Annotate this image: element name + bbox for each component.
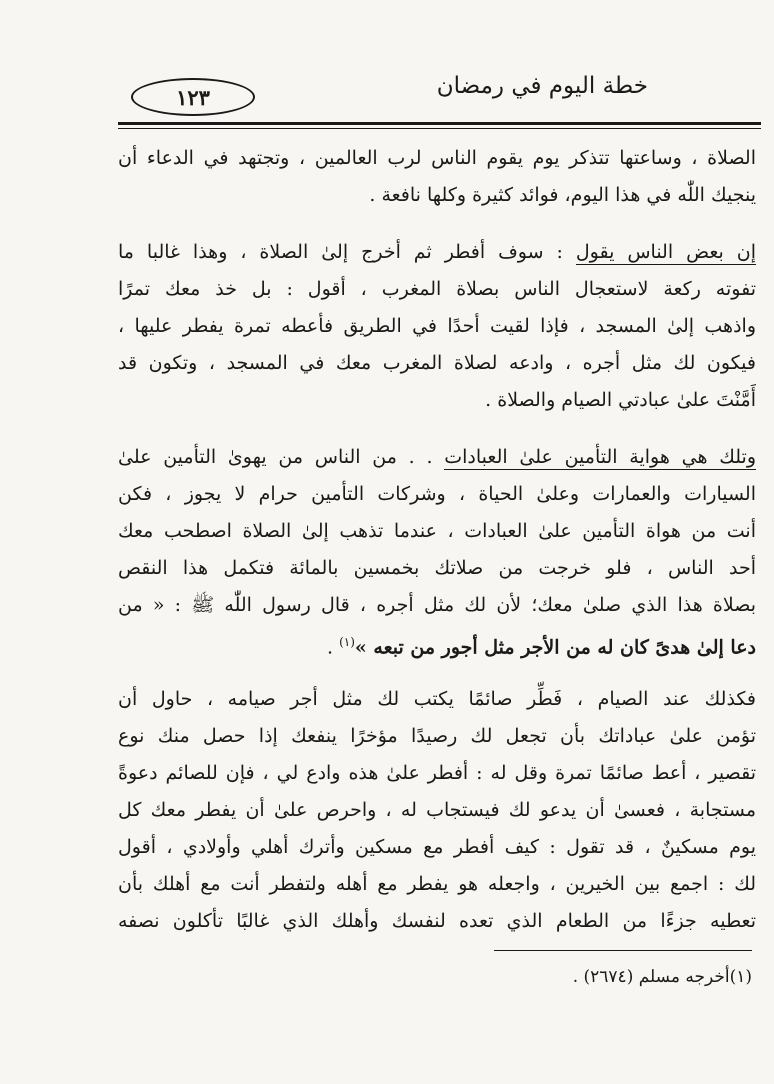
underlined-lead: وتلك هي هواية التأمين علىٰ العبادات [444, 446, 756, 468]
text-line [118, 439, 756, 476]
text-span: . [327, 636, 340, 659]
text-line: تفوته ركعة لاستعجال الناس بصلاة المغرب ، أقول : بل خذ معك تمرًا [118, 278, 756, 300]
hadith-text: دعا إلىٰ هدىً كان له من الأجر مثل أجور من تبعه » [354, 636, 756, 659]
page-number-frame [131, 78, 255, 116]
text-span: : سوف أفطر ثم أخرج إلىٰ الصلاة ، وهذا غالبا ما [118, 241, 563, 263]
underlined-lead: إن بعض الناس يقول [575, 241, 756, 263]
text-line: ينجيك اللّٰه في هذا اليوم، فوائد كثيرة وكلها نافعة . [369, 184, 756, 206]
text-line: أحد الناس ، فلو خرجت من صلاتك بخمسين بالمائة فتكمل هذا النقص [118, 557, 756, 579]
text-line: فيكون لك مثل أجره ، وادعه لصلاة المغرب معك في المسجد ، وتكون قد [118, 352, 756, 374]
text-line: بصلاة هذا الذي صلىٰ معك؛ لأن لك مثل أجره ، قال رسول اللّٰه ﷺ : « من [118, 594, 756, 616]
text-line: أَمَّنْتَ علىٰ عبادتي الصيام والصلاة . [485, 389, 756, 411]
running-title: خطة اليوم في رمضان [436, 73, 648, 99]
page-number: ١٢٣ [176, 84, 210, 110]
text-span: . . من الناس من يهوىٰ التأمين علىٰ [118, 446, 433, 468]
text-line: السيارات والعمارات وعلىٰ الحياة ، وشركات التأمين حرام لا يجوز ، فكن [118, 483, 756, 505]
footnote-marker: (١) [729, 967, 752, 987]
text-line: الصلاة ، وساعتها تتذكر يوم يقوم الناس لرب العالمين ، وتجتهد في الدعاء أن [118, 147, 756, 169]
text-line: فكذلك عند الصيام ، فَطِّر صائمًا يكتب لك مثل أجر صيامه ، حاول أن [118, 688, 756, 710]
text-line: تؤمن علىٰ عباداتك بأن تجعل لك رصيدًا مؤخرًا ينفعك إذا حصل منك نوع [118, 725, 756, 747]
hadith-line [118, 624, 756, 661]
text-line: واذهب إلىٰ المسجد ، فإذا لقيت أحدًا في الطريق فأعطه تمرة يفطر عليها ، [118, 315, 756, 337]
paragraph-2 [118, 234, 756, 419]
text-line: أنت من هواة التأمين علىٰ العبادات ، عندما تذهب إلىٰ الصلاة اصطحب معك [118, 520, 756, 542]
header-rule-thick [118, 122, 761, 125]
body-text [118, 140, 756, 940]
footnote [132, 962, 752, 992]
header-rule-thin [118, 128, 761, 129]
paragraph-1 [118, 140, 756, 214]
paragraph-3 [118, 439, 756, 661]
text-line: مستجابة ، فعسىٰ أن يدعو لك فيستجاب له ، واحرص علىٰ أن يفطر معك كل [118, 799, 756, 821]
text-line: لك : اجمع بين الخيرين ، واجعله هو يفطر مع أهله ولتفطر أنت مع أهلك بأن [118, 873, 756, 895]
footnote-text: أخرجه مسلم (٢٦٧٤) . [572, 967, 730, 987]
paragraph-4 [118, 681, 756, 940]
text-line: تقصير ، أعط صائمًا تمرة وقل له : أفطر علىٰ هذه وادع لي ، فإن للصائم دعوةً [118, 762, 756, 784]
footnote-rule [494, 950, 752, 951]
footnote-reference: (١) [339, 635, 355, 649]
text-line: تعطيه جزءًا من الطعام الذي تعده لنفسك وأهلك الذي غالبًا تأكلون نصفه [118, 910, 756, 932]
text-line: يوم مسكينٌ ، قد تقول : كيف أفطر مع مسكين وأترك أهلي وأولادي ، أقول [118, 836, 756, 858]
text-line [118, 234, 756, 271]
